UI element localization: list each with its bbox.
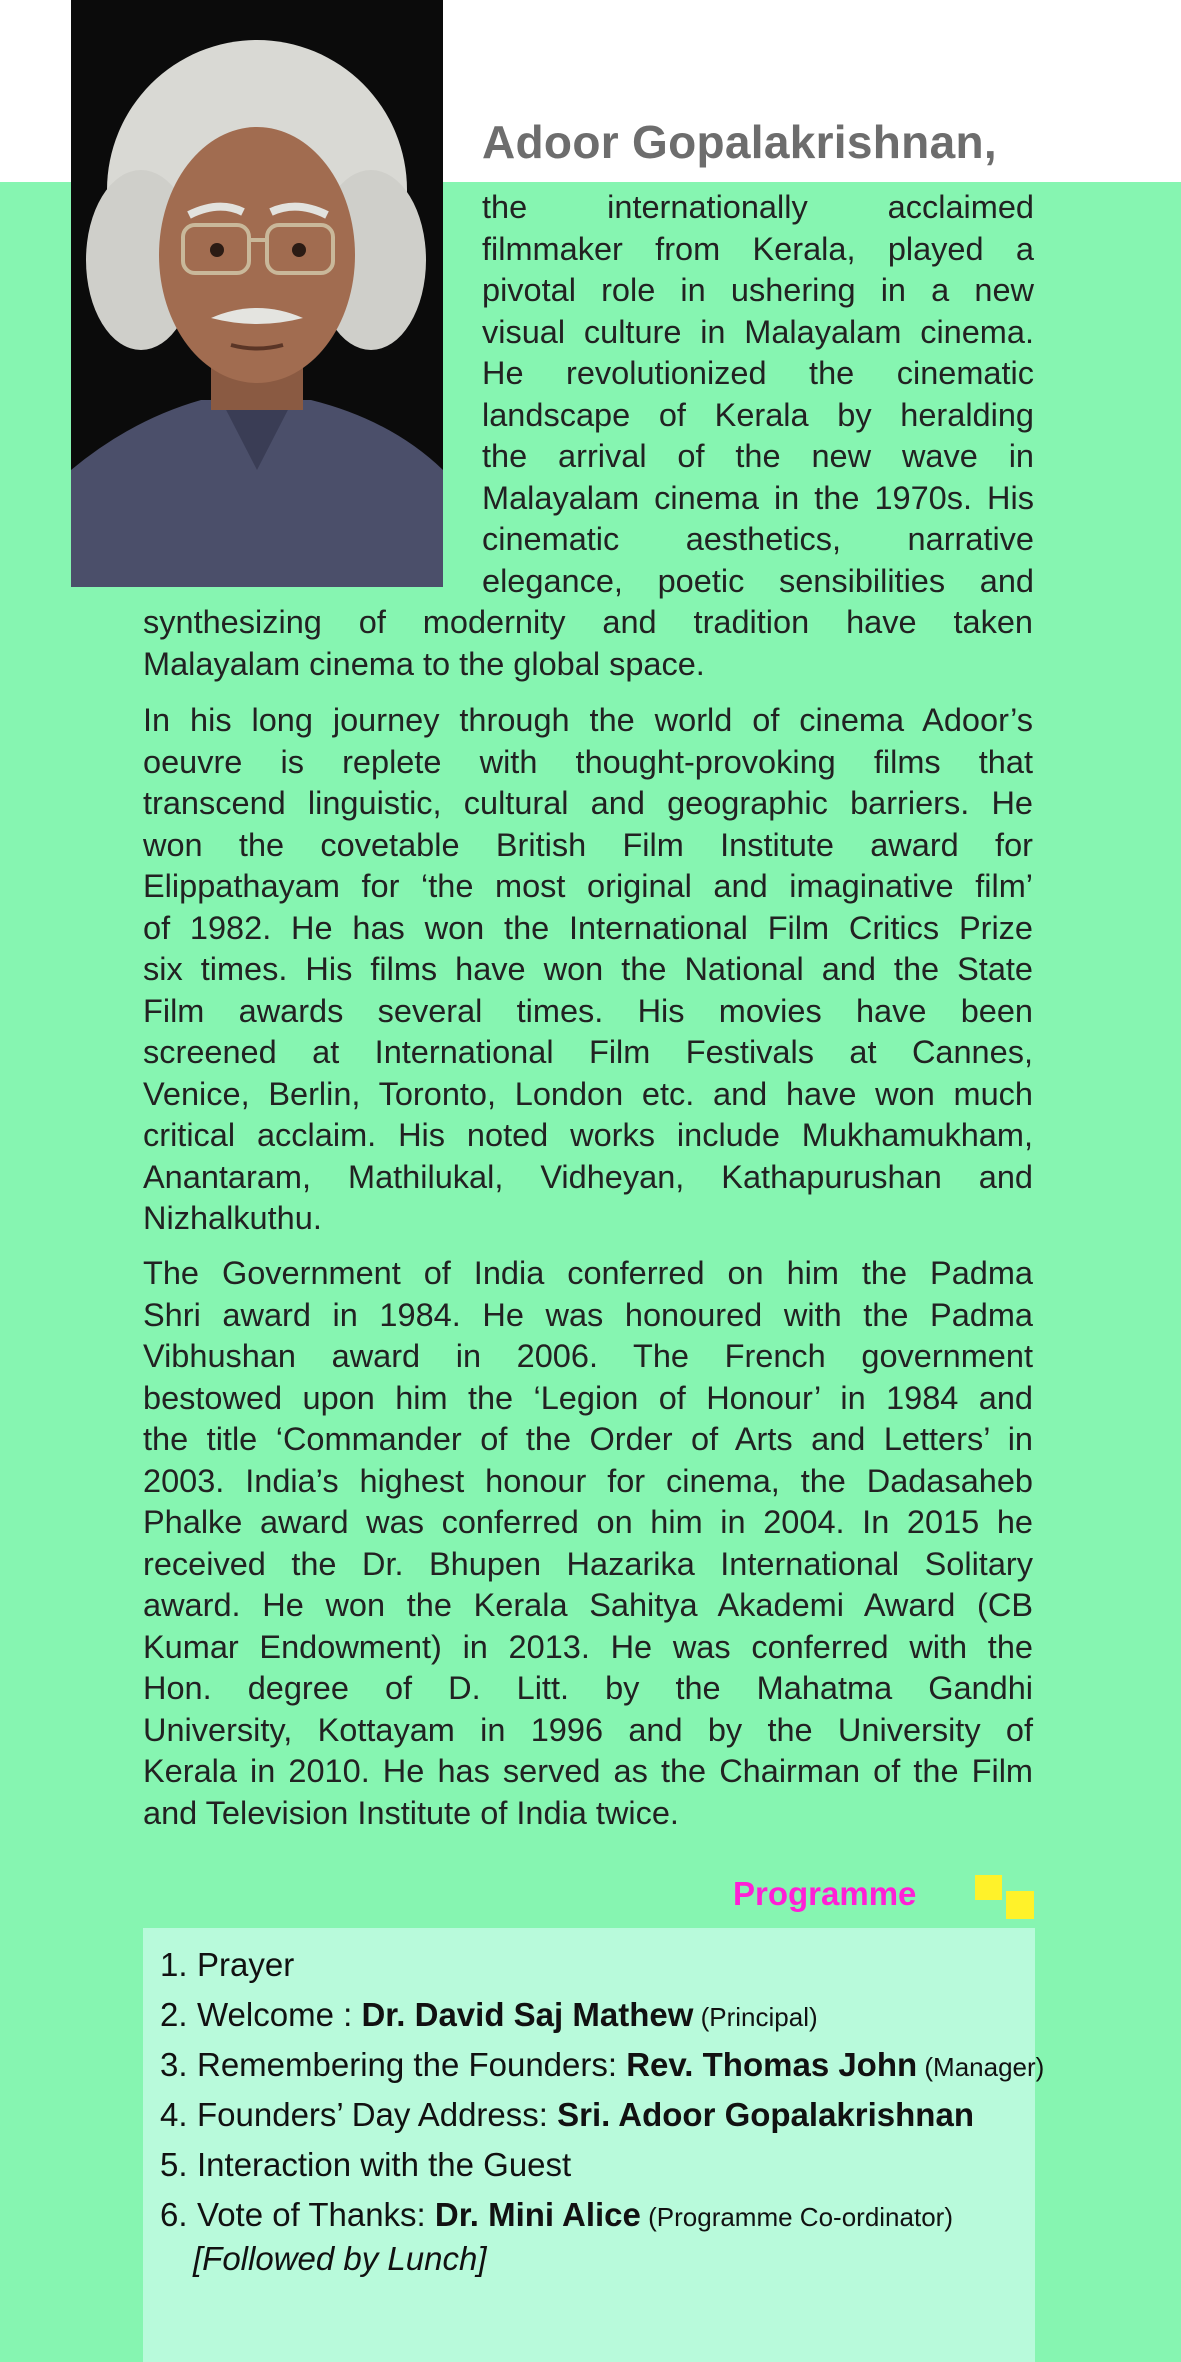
text-line: Hon. degree of D. Litt. by the Mahatma Gandhi	[143, 1670, 1033, 1706]
text-line: landscape of Kerala by heralding	[482, 396, 1034, 433]
text-line: award. He won the Kerala Sahitya Akademi Award (CB	[143, 1587, 1033, 1623]
programme-item	[160, 1940, 1044, 1990]
programme-footer: [Followed by Lunch]	[193, 2240, 487, 2277]
bio-intro-continued	[143, 602, 1033, 685]
subject-name: Adoor Gopalakrishnan,	[482, 116, 997, 168]
bio-honours-paragraph	[143, 1253, 1033, 1834]
text-line: transcend linguistic, cultural and geographic barriers. He	[143, 785, 1033, 821]
text-line: and Television Institute of India twice.	[143, 1794, 679, 1831]
text-line: oeuvre is replete with thought-provoking films that	[143, 743, 1033, 780]
text-line: the arrival of the new wave in	[482, 438, 1034, 474]
item-text: Vote of Thanks:	[197, 2196, 435, 2233]
text-line: Kumar Endowment) in 2013. He was conferred with the	[143, 1628, 1033, 1665]
item-number: 2.	[160, 1996, 188, 2033]
text-line: Nizhalkuthu.	[143, 1200, 322, 1236]
item-number: 5.	[160, 2146, 188, 2183]
item-text: Prayer	[197, 1946, 295, 1983]
text-line: Malayalam cinema in the 1970s. His	[482, 479, 1034, 516]
text-line: won the covetable British Film Institute award for	[143, 826, 1033, 863]
item-number: 6.	[160, 2196, 188, 2233]
accent-square-icon	[975, 1875, 1002, 1900]
item-role: (Manager)	[917, 2052, 1045, 2082]
item-text: Interaction with the Guest	[197, 2146, 572, 2183]
item-person: Dr. David Saj Mathew	[361, 1996, 694, 2033]
text-line: filmmaker from Kerala, played a	[482, 230, 1034, 267]
text-line: Film awards several times. His movies have been	[143, 992, 1033, 1029]
text-line: pivotal role in ushering in a new	[482, 272, 1034, 308]
text-line: Venice, Berlin, Toronto, London etc. and have won much	[143, 1075, 1033, 1112]
item-text: Founders’ Day Address:	[197, 2096, 558, 2133]
text-line: critical acclaim. His noted works include Mukhamukham,	[143, 1117, 1033, 1153]
item-role: (Principal)	[693, 2002, 818, 2032]
text-line: cinematic aesthetics, narrative	[482, 521, 1034, 557]
portrait-photo	[71, 0, 443, 587]
text-line: Shri award in 1984. He was honoured with the Padma	[143, 1296, 1033, 1333]
text-line: Kerala in 2010. He has served as the Chairman of the Film	[143, 1753, 1033, 1789]
text-line: elegance, poetic sensibilities and	[482, 562, 1034, 599]
item-person: Rev. Thomas John	[626, 2046, 918, 2083]
programme-item	[160, 2040, 1044, 2090]
item-text: Welcome :	[197, 1996, 362, 2033]
programme-item	[160, 2140, 1044, 2190]
programme-list	[160, 1940, 1044, 2240]
text-line: screened at International Film Festivals at Cannes,	[143, 1034, 1033, 1070]
programme-item	[160, 2090, 1044, 2140]
text-line: bestowed upon him the ‘Legion of Honour’ in 1984 and	[143, 1379, 1033, 1416]
text-line: 2003. India’s highest honour for cinema, the Dadasaheb	[143, 1462, 1033, 1499]
text-line: University, Kottayam in 1996 and by the University of	[143, 1711, 1033, 1748]
item-number: 3.	[160, 2046, 188, 2083]
item-text: Remembering the Founders:	[197, 2046, 627, 2083]
item-person: Dr. Mini Alice	[434, 2196, 641, 2233]
item-role: (Programme Co-ordinator)	[640, 2202, 953, 2232]
item-person: Sri. Adoor Gopalakrishnan	[557, 2096, 974, 2133]
text-line: six times. His films have won the National and the State	[143, 951, 1033, 987]
programme-item	[160, 1990, 1044, 2040]
text-line: of 1982. He has won the International Film Critics Prize	[143, 909, 1033, 946]
programme-item	[160, 2190, 1044, 2240]
text-line: He revolutionized the cinematic	[482, 355, 1034, 391]
text-line: The Government of India conferred on him the Padma	[143, 1255, 1033, 1291]
text-line: synthesizing of modernity and tradition have taken	[143, 604, 1033, 640]
text-line: visual culture in Malayalam cinema.	[482, 313, 1034, 350]
bio-career-paragraph	[143, 700, 1033, 1240]
text-line: Phalke award was conferred on him in 2004. In 2015 he	[143, 1504, 1033, 1540]
programme-box	[143, 1928, 1045, 2362]
text-line: the title ‘Commander of the Order of Arts and Letters’ in	[143, 1421, 1033, 1457]
accent-square-icon	[1006, 1891, 1034, 1919]
bio-intro-wrapped	[482, 187, 1034, 602]
text-line: Vibhushan award in 2006. The French government	[143, 1338, 1033, 1374]
text-line: Elippathayam for ‘the most original and imaginative film’	[143, 868, 1033, 904]
text-line: Anantaram, Mathilukal, Vidheyan, Kathapurushan and	[143, 1158, 1033, 1195]
text-line: Malayalam cinema to the global space.	[143, 645, 705, 682]
programme-heading: Programme	[733, 1875, 917, 1912]
text-line: In his long journey through the world of cinema Adoor’s	[143, 702, 1033, 738]
text-line: received the Dr. Bhupen Hazarika International Solitary	[143, 1545, 1033, 1582]
item-number: 4.	[160, 2096, 188, 2133]
item-number: 1.	[160, 1946, 188, 1983]
text-line: the internationally acclaimed	[482, 189, 1034, 225]
